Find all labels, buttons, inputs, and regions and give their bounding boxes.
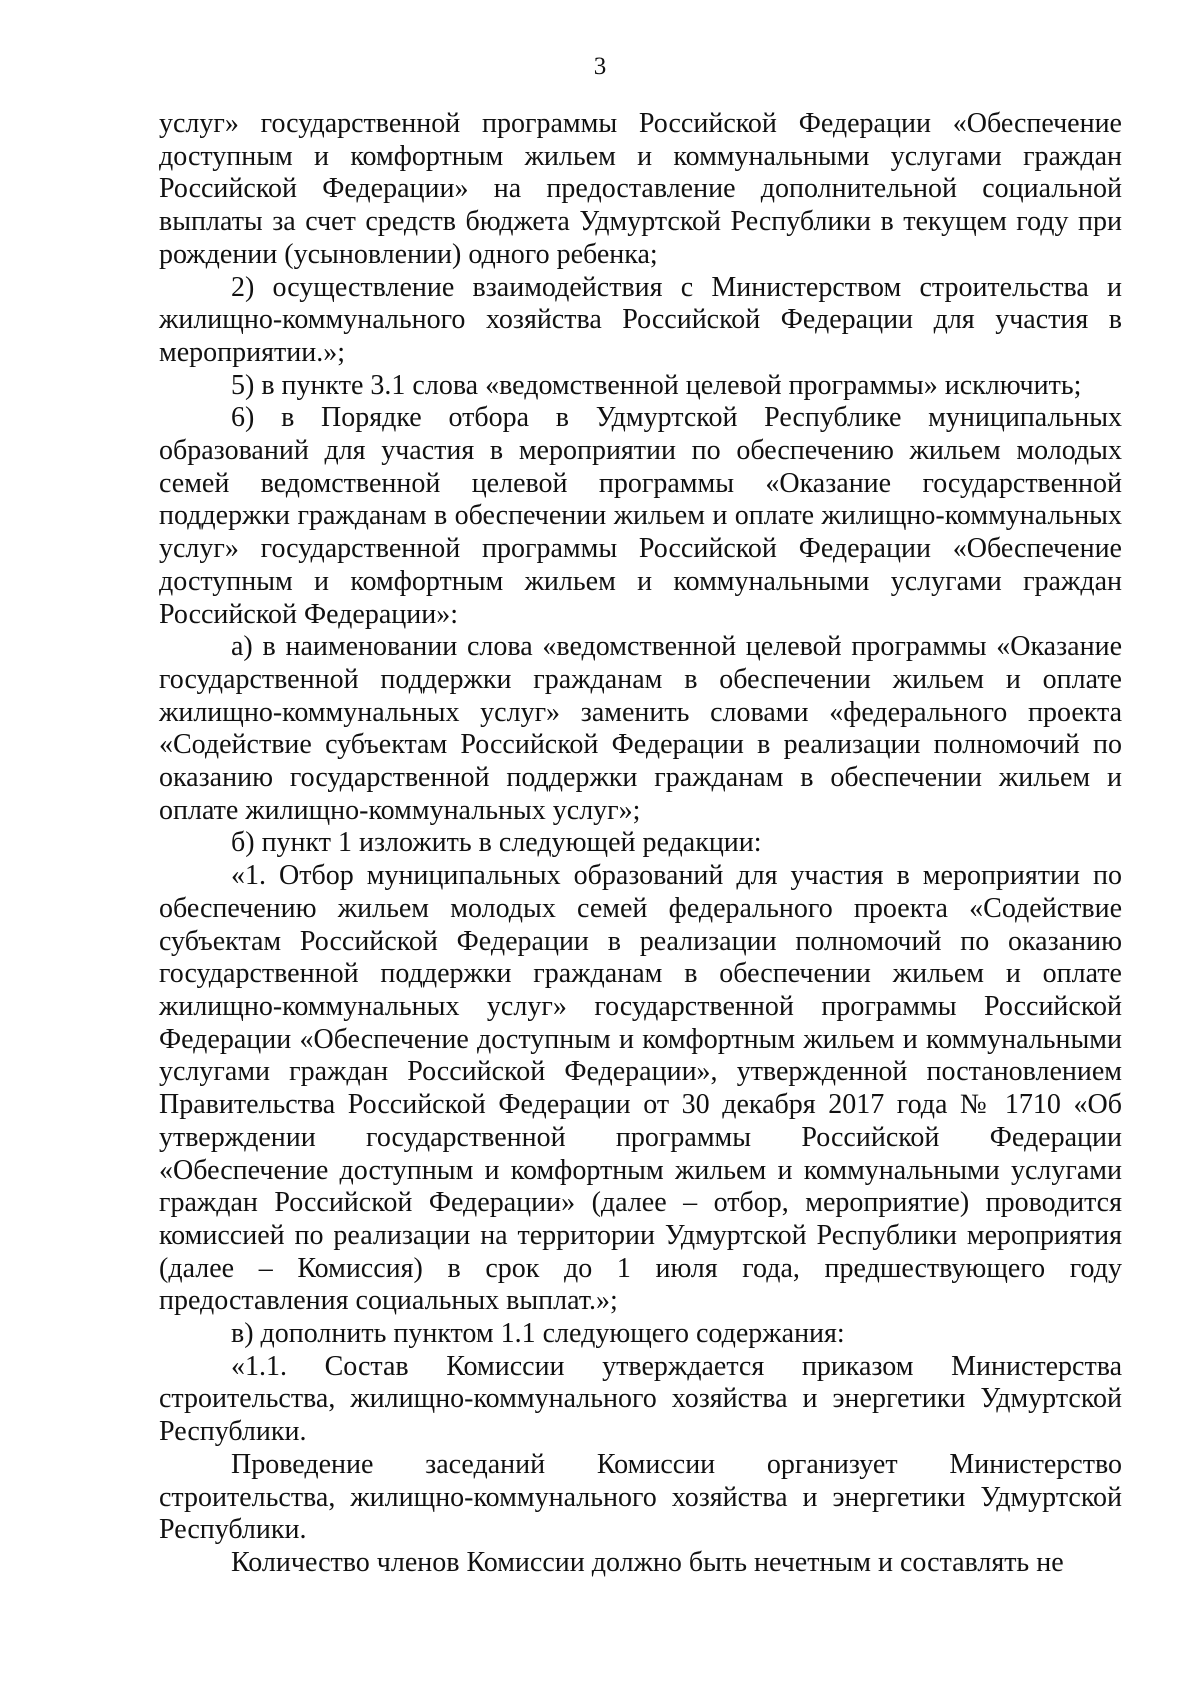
paragraph-commission-members: Количество членов Комиссии должно быть нечетным и составлять не <box>231 1546 1064 1578</box>
paragraph-clause-1: «1. Отбор муниципальных образований для участия в мероприятии по обеспечению жильем молодых семей федерального проекта «Содействие субъектам Российской Федерации в реализации полномочий по оказанию государственной поддержки гражданам в обеспечении жильем и оплате жилищно-коммунальных услуг» государственной программы Российской Федерации «Обеспечение доступным и комфортным жильем и коммунальными услугами граждан Российской Федерации», утвержденной постановлением Правительства Российской Федерации от 30 декабря 2017 года № 1710 «Об утверждении государственной программы Российской Федерации «Обеспечение доступным и комфортным жильем и коммунальными услугами граждан Российской Федерации» (далее – отбор, мероприятие) проводится комиссией по реализации на территории Удмуртской Республики мероприятия (далее – Комиссия) в срок до 1 июля года, предшествующего году предоставления социальных выплат.»; <box>159 860 1122 1317</box>
paragraph-item-2: 2) осуществление взаимодействия с Министерством строительства и жилищно-коммунального хозяйства Российской Федерации для участия в мероприятии.»; <box>159 271 1122 368</box>
paragraph-clause-1-1: «1.1. Состав Комиссии утверждается приказом Министерства строительства, жилищно-коммунального хозяйства и энергетики Удмуртской Республики. <box>159 1350 1122 1448</box>
paragraph-continuation: услуг» государственной программы Российской Федерации «Обеспечение доступным и комфортным жильем и коммунальными услугами граждан Российской Федерации» на предоставление дополнительной социальной выплаты за счет средств бюджета Удмуртской Республики в текущем году при рождении (усыновлении) одного ребенка; <box>159 108 1122 270</box>
paragraph-subitem-b: б) пункт 1 изложить в следующей редакции: <box>231 827 762 859</box>
paragraph-item-5: 5) в пункте 3.1 слова «ведомственной целевой программы» исключить; <box>231 369 1082 401</box>
paragraph-commission-meetings: Проведение заседаний Комиссии организует Министерство строительства, жилищно-коммунального хозяйства и энергетики Удмуртской Республики. <box>159 1448 1122 1546</box>
paragraph-item-6: 6) в Порядке отбора в Удмуртской Республике муниципальных образований для участия в мероприятии по обеспечению жильем молодых семей ведомственной целевой программы «Оказание государственной поддержки гражданам в обеспечении жильем и оплате жилищно-коммунальных услуг» государственной программы Российской Федерации «Обеспечение доступным и комфортным жильем и коммунальными услугами граждан Российской Федерации»: <box>159 402 1122 630</box>
page-number: 3 <box>593 53 607 80</box>
paragraph-subitem-a: а) в наименовании слова «ведомственной целевой программы «Оказание государственной поддержки гражданам в обеспечении жильем и оплате жилищно-коммунальных услуг» заменить словами «федерального проекта «Содействие субъектам Российской Федерации в реализации полномочий по оказанию государственной поддержки гражданам в обеспечении жильем и оплате жилищно-коммунальных услуг»; <box>159 631 1122 826</box>
document-body <box>159 108 1122 1580</box>
paragraph-subitem-v: в) дополнить пунктом 1.1 следующего содержания: <box>231 1318 845 1350</box>
